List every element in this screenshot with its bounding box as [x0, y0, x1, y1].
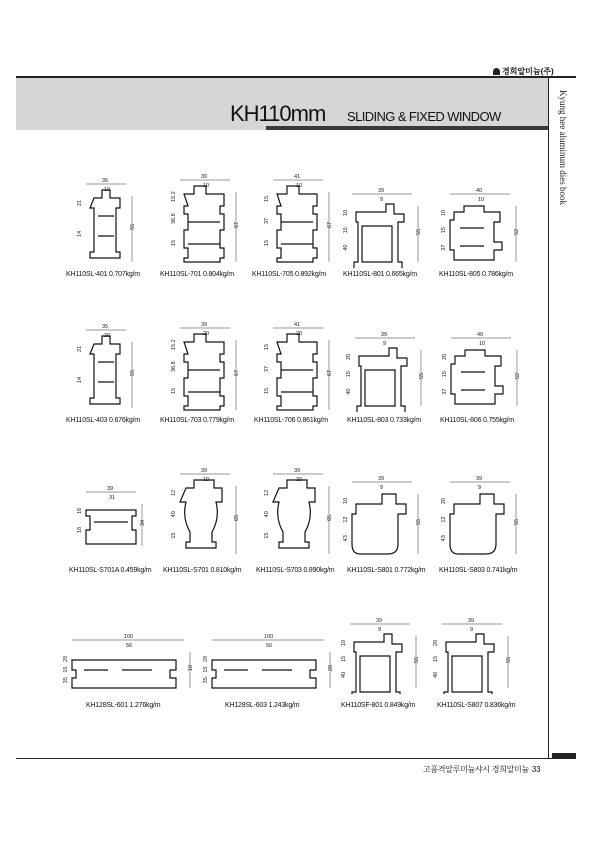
dimension-label: 40 — [264, 511, 270, 518]
dimension-label: 15.2 — [171, 339, 177, 350]
dimension-label: 55 — [514, 518, 520, 525]
profile-drawing — [342, 474, 422, 560]
profile-drawing — [441, 330, 521, 412]
profile-drawing — [440, 474, 520, 560]
dimension-label: 10 — [343, 209, 349, 216]
profile-outline — [90, 190, 120, 258]
profile-drawing — [340, 616, 420, 694]
profile-outline — [277, 334, 317, 410]
page-number: 33 — [531, 765, 541, 774]
dimension-label: 35 — [203, 677, 209, 684]
profile-outline — [444, 634, 494, 694]
dimension-label: 15 — [264, 239, 270, 246]
dimension-label: 56 — [266, 643, 273, 649]
dimension-label: 55 — [419, 372, 425, 379]
profile-drawing — [440, 186, 520, 268]
dimension-label: 10 — [479, 341, 486, 347]
profile-caption: KH110SL-401 0.707kg/m — [66, 271, 140, 278]
dimension-label: 10 — [441, 209, 447, 216]
profile-outline — [184, 186, 224, 262]
brand-logo-icon — [493, 68, 500, 75]
dimension-label: 52 — [515, 372, 521, 379]
dimension-label: 20 — [296, 477, 303, 483]
profile-outline — [72, 660, 176, 688]
dimension-label: 55 — [416, 228, 422, 235]
dimension-label: 12 — [441, 516, 447, 523]
dimension-label: 41 — [294, 174, 301, 180]
profile-outline — [450, 494, 504, 554]
dimension-label: 15 — [264, 532, 270, 539]
dimension-label: 15 — [171, 239, 177, 246]
dimension-label: 20 — [441, 497, 447, 504]
dimension-label: 67 — [234, 221, 240, 228]
profile-outline — [86, 510, 136, 544]
dimension-label: 55 — [414, 656, 420, 663]
dimension-label: 15 — [171, 532, 177, 539]
dimension-label: 15 — [441, 227, 447, 234]
dimension-label: 65 — [327, 514, 333, 521]
profile-outline — [184, 334, 224, 410]
profile-drawing — [263, 466, 333, 560]
dimension-label: 20 — [328, 664, 334, 671]
dimension-label: 39 — [107, 486, 114, 492]
dimension-label: 39 — [294, 468, 301, 474]
dimension-label: 15 — [63, 666, 69, 673]
profile-outline — [451, 350, 503, 404]
dimension-label: 41 — [294, 322, 301, 328]
dimension-label: 15 — [343, 227, 349, 234]
profile-caption: KH110SL-S701A 0.459kg/m — [69, 567, 152, 574]
dimension-label: 29 — [63, 655, 69, 662]
profile-outline — [357, 348, 407, 412]
page-subtitle: SLIDING & FIXED WINDOW — [347, 109, 501, 124]
dimension-label: 10 — [341, 639, 347, 646]
dimension-label: 9 — [478, 485, 482, 491]
bottom-rule — [16, 758, 576, 759]
profile-caption: KH110SL-S703 0.890kg/m — [256, 567, 335, 574]
dimension-label: 65 — [234, 514, 240, 521]
dimension-label: 40 — [476, 188, 483, 194]
dimension-label: 15 — [433, 655, 439, 662]
dimension-label: 20 — [433, 639, 439, 646]
dimension-label: 36.8 — [171, 213, 177, 224]
dimension-label: 9 — [380, 485, 384, 491]
dimension-label: 15 — [171, 387, 177, 394]
dimension-label: 39 — [201, 174, 208, 180]
dimension-label: 10 — [296, 183, 303, 189]
dimension-label: 40 — [346, 388, 352, 395]
dimension-label: 12 — [171, 489, 177, 496]
profile-outline — [450, 206, 502, 260]
profile-drawing — [76, 176, 136, 268]
profile-caption: KH110SL-705 0.892kg/m — [252, 271, 326, 278]
dimension-label: 39 — [201, 468, 208, 474]
dimension-label: 15 — [264, 387, 270, 394]
dimension-label: 29 — [203, 655, 209, 662]
dimension-label: 12 — [264, 489, 270, 496]
dimension-label: 40 — [477, 332, 484, 338]
profile-caption: KH110SL-403 0.676kg/m — [66, 417, 140, 424]
dimension-label: 10 — [203, 477, 210, 483]
dimension-label: 43 — [343, 535, 349, 542]
dimension-label: 39 — [381, 332, 388, 338]
dimension-label: 55 — [416, 518, 422, 525]
profile-drawing — [342, 186, 422, 268]
profile-drawing — [432, 616, 512, 694]
dimension-label: 52 — [514, 228, 520, 235]
profile-drawing — [170, 320, 240, 416]
profile-caption: KH110SL-S807 0.836kg/m — [437, 702, 516, 709]
dimension-label: 15 — [264, 343, 270, 350]
dimension-label: 15.2 — [171, 191, 177, 202]
side-divider — [548, 76, 549, 758]
dimension-label: 34 — [140, 519, 146, 526]
dimension-label: 21 — [77, 345, 83, 352]
dimension-label: 100 — [124, 634, 134, 640]
profile-outline — [354, 204, 404, 268]
dimension-label: 20 — [203, 331, 210, 337]
dimension-label: 39 — [468, 618, 475, 624]
dimension-label: 16 — [77, 507, 83, 514]
dimension-label: 100 — [264, 634, 274, 640]
page-title: KH110mm — [230, 101, 326, 126]
profile-caption: KH110SL-806 0.755kg/m — [440, 417, 514, 424]
profile-drawing — [170, 172, 240, 268]
profile-caption: KH110SL-803 0.733kg/m — [347, 417, 421, 424]
dimension-label: 20 — [296, 331, 303, 337]
dimension-label: 15 — [341, 655, 347, 662]
profile-caption: KH110SL-S803 0.741kg/m — [439, 567, 518, 574]
dimension-label: 35 — [102, 324, 109, 330]
dimension-label: 10 — [478, 197, 485, 203]
profile-caption: KH128SL-603 1.243kg/m — [225, 702, 300, 709]
dimension-label: 9 — [378, 627, 382, 633]
profile-outline — [90, 336, 120, 404]
profile-drawing — [202, 632, 334, 694]
profile-caption: KH128SL-601 1.276kg/m — [86, 702, 161, 709]
profile-drawing — [76, 484, 146, 552]
dimension-label: 15 — [442, 371, 448, 378]
dimension-label: 37 — [264, 365, 270, 372]
dimension-label: 67 — [327, 221, 333, 228]
dimension-label: 43 — [441, 535, 447, 542]
profile-caption: KH110SL-706 0.861kg/m — [254, 417, 328, 424]
dimension-label: 40 — [343, 244, 349, 251]
profile-outline — [180, 480, 222, 548]
footer — [423, 764, 540, 775]
dimension-label: 20 — [104, 333, 111, 339]
profile-drawing — [263, 172, 333, 268]
footer-text: 고품격알루미늄샤시 경희알미늄 — [423, 765, 529, 774]
profile-outline — [212, 660, 316, 688]
profile-caption: KH110SL-703 0.779kg/m — [160, 417, 234, 424]
dimension-label: 37 — [264, 217, 270, 224]
dimension-label: 18 — [77, 526, 83, 533]
dimension-label: 9 — [470, 627, 474, 633]
brand-name: 경희알미늄(주) — [502, 67, 554, 76]
profile-caption: KH110SF-801 0.849kg/m — [341, 702, 416, 709]
profile-drawing — [62, 632, 194, 694]
profile-caption: KH110SL-S701 0.810kg/m — [163, 567, 242, 574]
dimension-label: 20 — [442, 353, 448, 360]
profile-caption: KH110SL-805 0.786kg/m — [439, 271, 513, 278]
dimension-label: 35 — [102, 178, 109, 184]
dimension-label: 20 — [346, 353, 352, 360]
dimension-label: 55 — [130, 369, 136, 376]
dimension-label: 21 — [77, 199, 83, 206]
profile-drawing — [76, 322, 136, 414]
profile-outline — [277, 186, 317, 262]
profile-caption: KH110SL-701 0.804kg/m — [160, 271, 234, 278]
dimension-label: 39 — [378, 188, 385, 194]
dimension-label: 10 — [188, 664, 194, 671]
dimension-label: 9 — [383, 341, 387, 347]
dimension-label: 39 — [201, 322, 208, 328]
profile-outline — [352, 494, 406, 554]
profile-drawing — [263, 320, 333, 416]
dimension-label: 56 — [126, 643, 133, 649]
dimension-label: 15 — [346, 371, 352, 378]
profile-outline — [273, 480, 315, 548]
profile-drawing — [170, 466, 240, 560]
dimension-label: 15 — [203, 666, 209, 673]
dimension-label: 14 — [77, 230, 83, 237]
dimension-label: 31 — [109, 495, 116, 501]
profile-caption: KH110SL-S801 0.772kg/m — [347, 567, 426, 574]
dimension-label: 35 — [63, 677, 69, 684]
dimension-label: 55 — [130, 223, 136, 230]
dimension-label: 67 — [327, 369, 333, 376]
dimension-label: 40 — [171, 511, 177, 518]
dimension-label: 15 — [264, 195, 270, 202]
dimension-label: 12 — [343, 516, 349, 523]
dimension-label: 10 — [203, 183, 210, 189]
dimension-label: 39 — [378, 476, 385, 482]
dimension-label: 9 — [380, 197, 384, 203]
dimension-label: 10 — [104, 187, 111, 193]
dimension-label: 10 — [343, 497, 349, 504]
dimension-label: 39 — [476, 476, 483, 482]
dimension-label: 40 — [433, 671, 439, 678]
profile-drawing — [345, 330, 425, 412]
dimension-label: 14 — [77, 376, 83, 383]
dimension-label: 55 — [506, 656, 512, 663]
dimension-label: 67 — [234, 369, 240, 376]
profile-outline — [352, 634, 402, 694]
dimension-label: 39 — [376, 618, 383, 624]
dimension-label: 37 — [441, 244, 447, 251]
dimension-label: 40 — [341, 671, 347, 678]
side-book-title: Kyung hee aluminum dies book — [558, 90, 568, 205]
dimension-label: 37 — [442, 388, 448, 395]
dimension-label: 36.8 — [171, 361, 177, 372]
profile-caption: KH110SL-801 0.665kg/m — [343, 271, 417, 278]
